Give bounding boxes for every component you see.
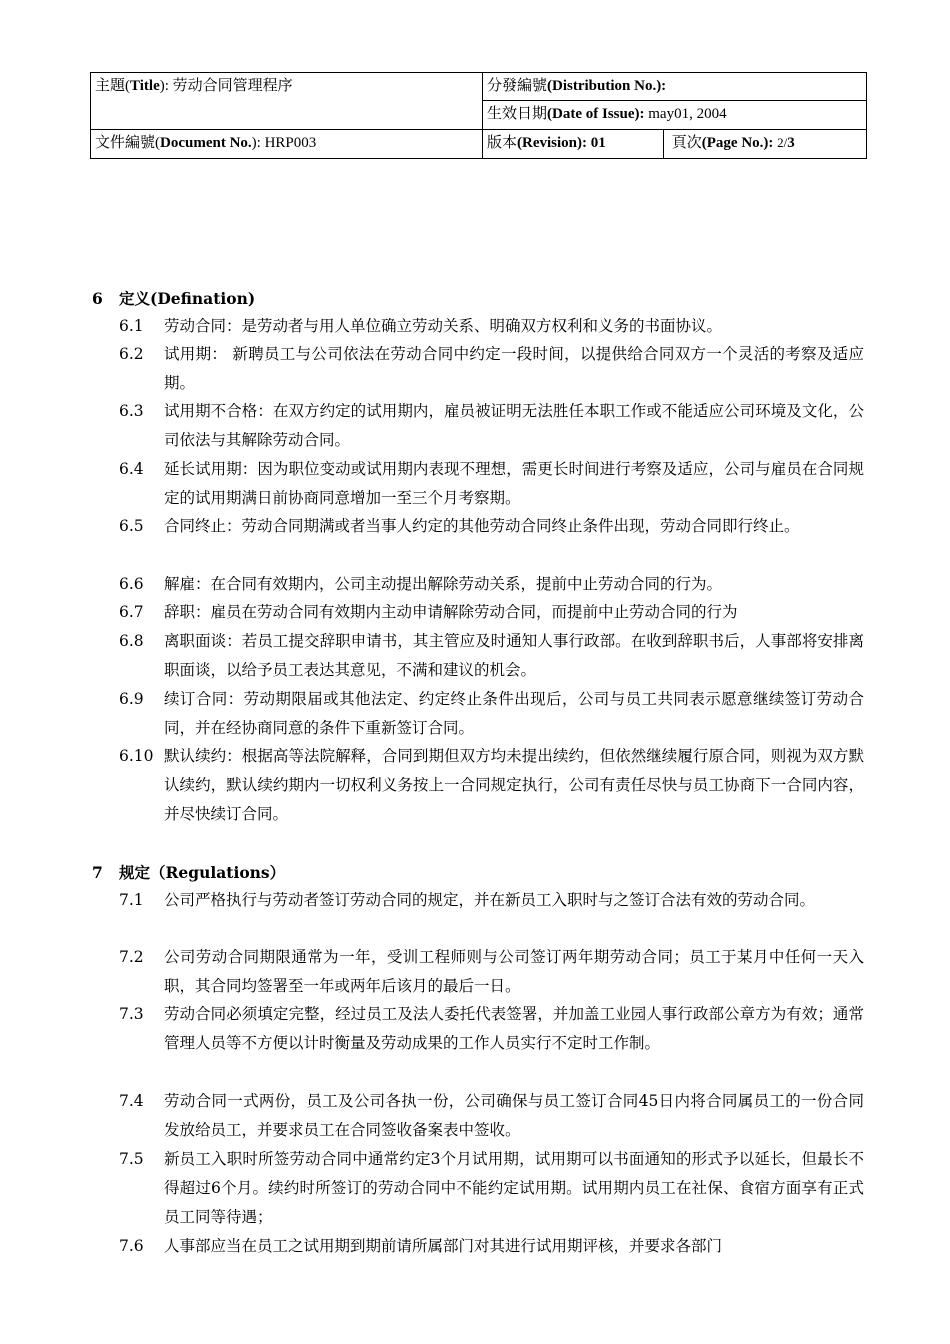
doc-label-end: ):	[251, 134, 265, 151]
date-label-cn: 生效日期	[487, 106, 548, 123]
item-text: 合同终止：劳动合同期满或者当事人约定的其他劳动合同终止条件出现，劳动合同即行终止。	[164, 517, 800, 535]
section-heading	[92, 287, 255, 309]
item-number: 7.5	[119, 1150, 144, 1168]
page-separator: :	[768, 134, 778, 151]
item-text: 默认续约：根据高等法院解释，合同到期但双方均未提出续约，但依然继续履行原合同，则视为双方默认续约，默认续约期内一切权利义务按上一合同规定执行，公司有责任尽快与员工协商下一合同内容，并尽快续订合同。	[164, 747, 864, 823]
list-item	[119, 397, 864, 455]
list-item	[119, 685, 864, 743]
list-item	[119, 1232, 864, 1261]
item-text: 续订合同：劳动期限届或其他法定、约定终止条件出现后，公司与员工共同表示愿意继续签订劳动合同，并在经协商同意的条件下重新签订合同。	[164, 690, 864, 737]
item-number: 7.1	[119, 891, 144, 909]
item-number: 6.7	[119, 603, 144, 621]
title-label-cn: 主題(	[95, 78, 130, 94]
section-number: 6	[92, 289, 103, 308]
item-number: 6.2	[119, 345, 144, 363]
date-of-issue: may01, 2004	[644, 106, 727, 123]
document-number-cell	[91, 129, 483, 158]
item-text: 试用期： 新聘员工与公司依法在劳动合同中约定一段时间，以提供给合同双方一个灵活的考察及适应期。	[164, 345, 864, 392]
item-number: 6.3	[119, 402, 144, 420]
doc-label-en: Document No.	[160, 134, 252, 151]
page-total: 3	[787, 134, 795, 151]
item-number: 6.1	[119, 317, 144, 335]
list-item	[119, 340, 864, 398]
document-number: HRP003	[264, 134, 317, 151]
list-item	[119, 1087, 864, 1145]
revision-label-en: (Revision): 01	[517, 134, 606, 151]
item-number: 7.4	[119, 1092, 144, 1110]
list-item	[119, 455, 864, 513]
item-number: 7.2	[119, 948, 144, 966]
item-text: 解雇：在合同有效期内，公司主动提出解除劳动关系，提前中止劳动合同的行为。	[164, 575, 723, 593]
list-item	[119, 312, 864, 341]
list-item	[119, 943, 864, 1001]
title-label-en: Title	[130, 78, 160, 94]
list-item	[119, 598, 864, 627]
item-text: 公司严格执行与劳动者签订劳动合同的规定，并在新员工入职时与之签订合法有效的劳动合同。	[164, 891, 816, 909]
list-item	[119, 570, 864, 599]
distribution-label-en: (Distribution No.):	[547, 78, 667, 94]
date-cell	[483, 101, 867, 129]
list-item	[119, 1145, 864, 1232]
page-number-cell	[664, 129, 867, 158]
item-number: 6.10	[119, 747, 154, 765]
list-item	[119, 1000, 864, 1058]
item-number: 6.5	[119, 517, 144, 535]
item-text: 离职面谈：若员工提交辞职申请书，其主管应及时通知人事行政部。在收到辞职书后，人事部将安排离职面谈，以给予员工表达其意见，不满和建议的机会。	[164, 632, 864, 679]
section-title: 定义(Defination)	[119, 289, 256, 308]
list-item	[119, 512, 864, 541]
item-number: 6.4	[119, 460, 144, 478]
list-item	[119, 627, 864, 685]
list-item	[119, 742, 864, 829]
item-text: 试用期不合格：在双方约定的试用期内，雇员被证明无法胜任本职工作或不能适应公司环境及文化，公司依法与其解除劳动合同。	[164, 402, 864, 449]
section-heading	[92, 861, 285, 883]
list-item	[119, 886, 864, 915]
item-number: 6.8	[119, 632, 144, 650]
item-text: 劳动合同必须填定完整，经过员工及法人委托代表签署，并加盖工业园人事行政部公章方为有效；通常管理人员等不方便以计时衡量及劳动成果的工作人员实行不定时工作制。	[164, 1005, 864, 1052]
document-title: 劳动合同管理程序	[172, 78, 293, 94]
item-text: 辞职：雇员在劳动合同有效期内主动申请解除劳动合同，而提前中止劳动合同的行为	[164, 603, 738, 621]
title-label-end: ):	[159, 78, 173, 94]
section-title: 规定（Regulations）	[119, 863, 286, 882]
item-text: 劳动合同一式两份，员工及公司各执一份，公司确保与员工签订合同45日内将合同属员工的一份合同发放给员工，并要求员工在合同签收备案表中签收。	[164, 1092, 864, 1139]
item-text: 公司劳动合同期限通常为一年，受训工程师则与公司签订两年期劳动合同；员工于某月中任何一天入职，其合同均签署至一年或两年后该月的最后一日。	[164, 948, 864, 995]
item-number: 7.3	[119, 1005, 144, 1023]
doc-label-cn: 文件編號(	[95, 134, 160, 151]
document-header-table	[90, 72, 867, 159]
item-text: 劳动合同：是劳动者与用人单位确立劳动关系、明确双方权利和义务的书面协议。	[164, 317, 723, 335]
page-number: 2/	[777, 134, 788, 150]
item-text: 人事部应当在员工之试用期到期前请所属部门对其进行试用期评核，并要求各部门	[164, 1237, 723, 1255]
title-cell	[91, 73, 483, 130]
revision-label-cn: 版本	[487, 134, 518, 151]
item-text: 延长试用期：因为职位变动或试用期内表现不理想，需更长时间进行考察及适应，公司与雇员在合同规定的试用期满日前协商同意增加一至三个月考察期。	[164, 460, 864, 507]
item-number: 7.6	[119, 1237, 144, 1255]
page-label-en: (Page No.)	[701, 134, 769, 151]
page-label-cn: 頁次	[671, 134, 702, 151]
item-text: 新员工入职时所签劳动合同中通常约定3个月试用期，试用期可以书面通知的形式予以延长，但最长不得超过6个月。续约时所签订的劳动合同中不能约定试用期。试用期内员工在社保、食宿方面享有正式员工同等待遇；	[164, 1150, 864, 1226]
distribution-label-cn: 分發編號	[487, 78, 548, 94]
revision-cell	[483, 129, 664, 158]
item-number: 6.6	[119, 575, 144, 593]
section-number: 7	[92, 863, 103, 882]
item-number: 6.9	[119, 690, 144, 708]
distribution-cell	[483, 73, 867, 101]
date-label-en: (Date of Issue):	[547, 106, 645, 123]
